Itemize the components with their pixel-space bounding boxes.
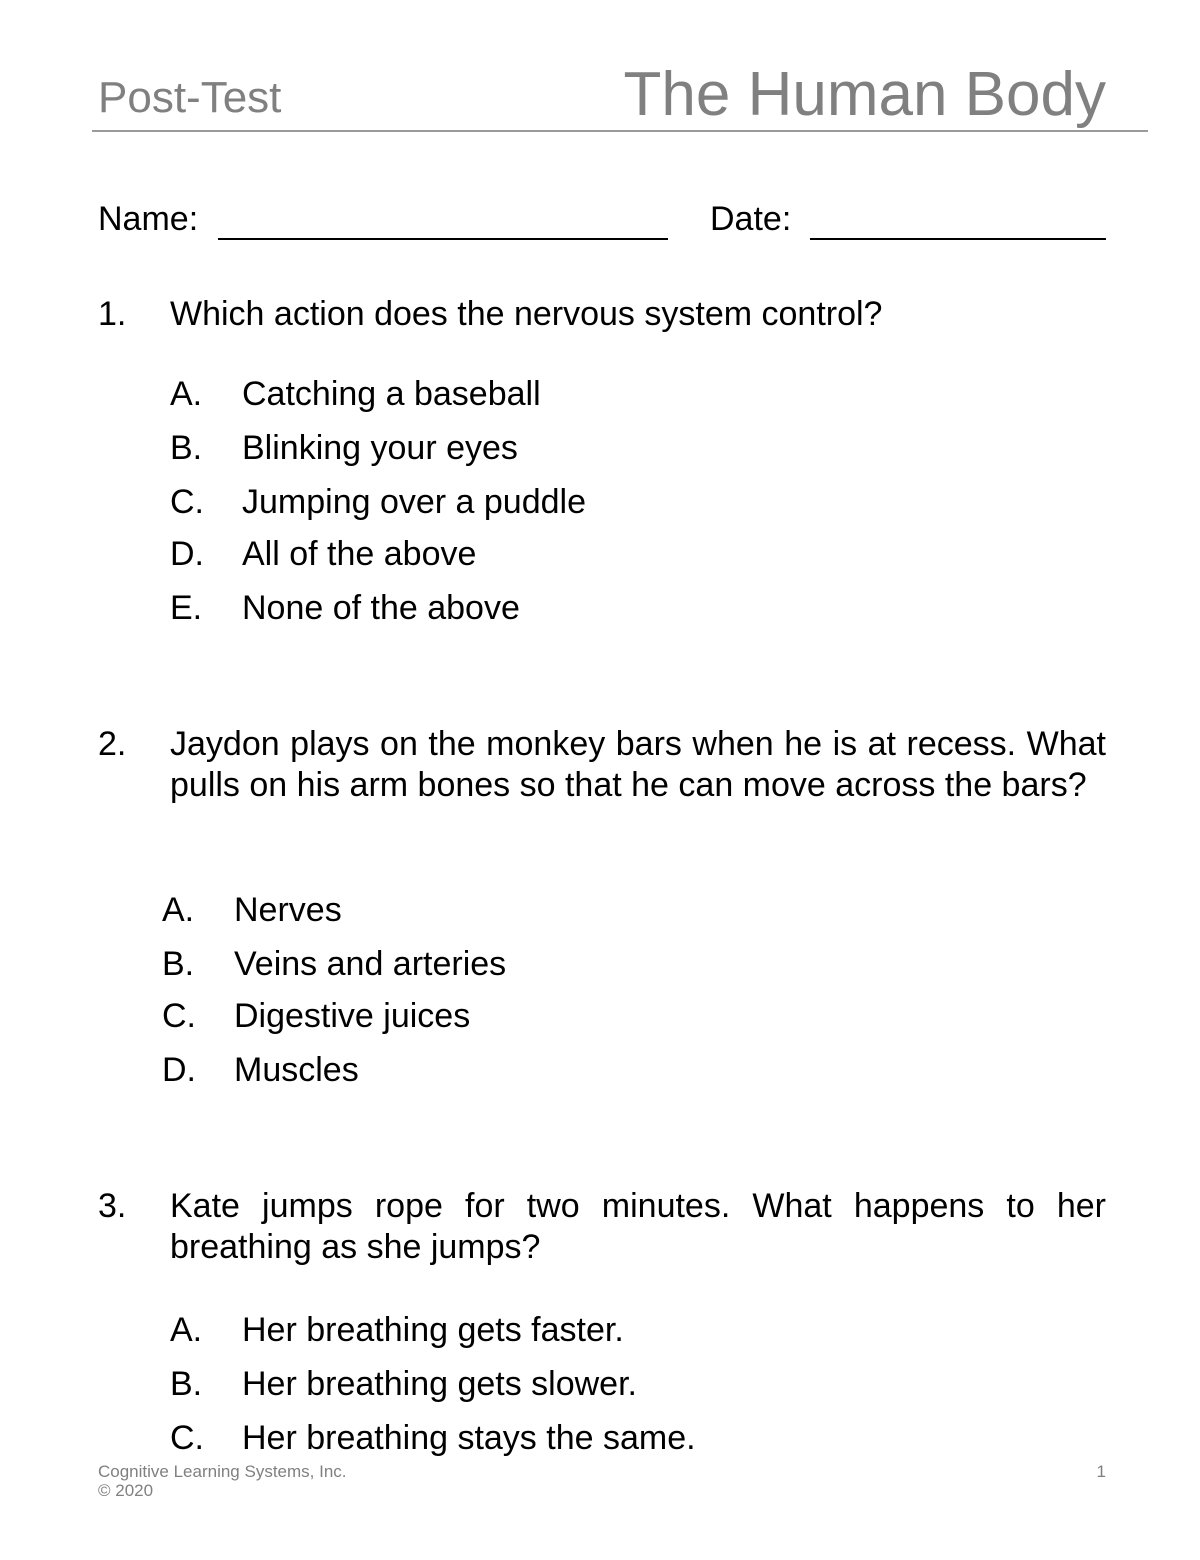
publisher-name: Cognitive Learning Systems, Inc. xyxy=(98,1462,347,1481)
option-letter: A. xyxy=(162,891,195,929)
question-2-option-d[interactable] xyxy=(162,1053,359,1087)
option-letter: B. xyxy=(170,429,203,467)
question-3-option-c[interactable] xyxy=(170,1421,696,1455)
question-1-number: 1. xyxy=(98,295,127,333)
name-label: Name: xyxy=(98,200,199,238)
question-1-option-d[interactable] xyxy=(170,537,476,571)
option-letter: A. xyxy=(170,1311,203,1349)
question-3-option-a[interactable] xyxy=(170,1313,624,1347)
question-1-text: Which action does the nervous system control? xyxy=(170,295,883,333)
question-2-option-c[interactable] xyxy=(162,999,470,1033)
question-1-option-b[interactable] xyxy=(170,431,518,465)
option-text: Her breathing stays the same. xyxy=(242,1419,696,1457)
option-letter: C. xyxy=(170,1419,204,1457)
name-blank-line[interactable] xyxy=(218,238,668,240)
option-letter: E. xyxy=(170,589,203,627)
option-text: Catching a baseball xyxy=(242,375,541,413)
option-letter: C. xyxy=(170,483,204,521)
option-text: Jumping over a puddle xyxy=(242,483,587,521)
option-text: Her breathing gets slower. xyxy=(242,1365,637,1403)
option-letter: A. xyxy=(170,375,203,413)
option-letter: B. xyxy=(170,1365,203,1403)
copyright-notice: © 2020 xyxy=(98,1481,154,1500)
page-number: 1 xyxy=(1096,1462,1106,1481)
option-text: Nerves xyxy=(234,891,342,929)
option-text: Veins and arteries xyxy=(234,945,507,983)
question-2-number: 2. xyxy=(98,725,127,763)
question-2-option-a[interactable] xyxy=(162,893,342,927)
question-3-option-b[interactable] xyxy=(170,1367,637,1401)
question-1-option-e[interactable] xyxy=(170,591,520,625)
option-text: All of the above xyxy=(242,535,477,573)
option-letter: C. xyxy=(162,997,196,1035)
question-3-text: Kate jumps rope for two minutes. What happens to her breathing as she jumps? xyxy=(170,1187,1106,1266)
question-2-option-b[interactable] xyxy=(162,947,506,981)
date-blank-line[interactable] xyxy=(810,238,1106,240)
option-text: Digestive juices xyxy=(234,997,471,1035)
header-left-title: Post-Test xyxy=(98,73,282,122)
question-3-number: 3. xyxy=(98,1187,127,1225)
option-letter: B. xyxy=(162,945,195,983)
footer-publisher xyxy=(98,1462,347,1500)
option-letter: D. xyxy=(162,1051,196,1089)
question-1-option-c[interactable] xyxy=(170,485,586,519)
option-text: Her breathing gets faster. xyxy=(242,1311,624,1349)
date-label: Date: xyxy=(710,200,792,238)
page-title: The Human Body xyxy=(623,60,1106,129)
option-text: Blinking your eyes xyxy=(242,429,518,467)
option-text: None of the above xyxy=(242,589,520,627)
option-letter: D. xyxy=(170,535,204,573)
header-divider xyxy=(92,130,1148,132)
question-1-option-a[interactable] xyxy=(170,377,541,411)
question-2-text: Jaydon plays on the monkey bars when he is at recess. What pulls on his arm bones so that he can move across the bars? xyxy=(170,725,1106,804)
option-text: Muscles xyxy=(234,1051,359,1089)
